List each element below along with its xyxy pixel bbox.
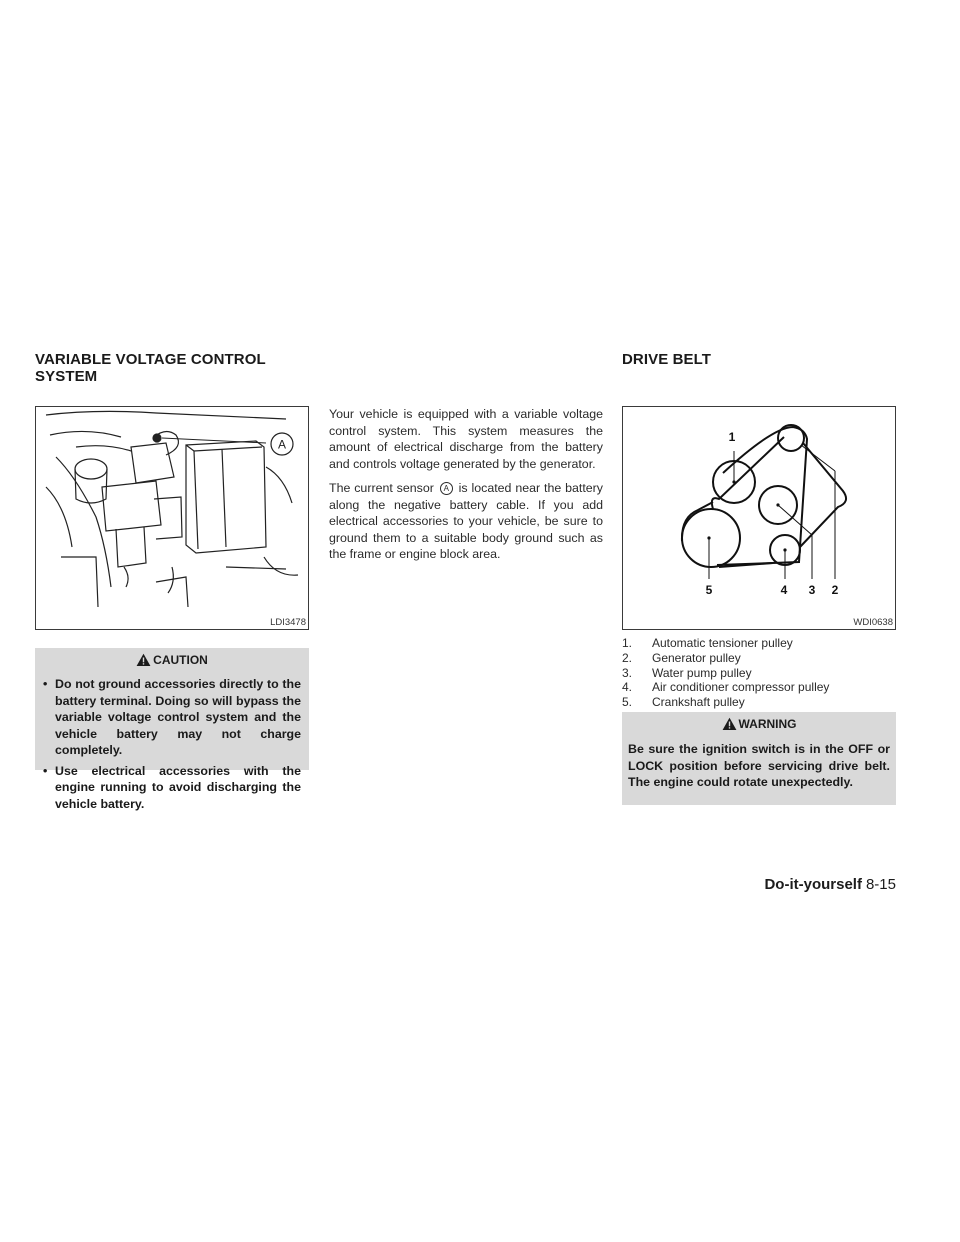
caution-item: • Use electrical accessories with the engine running to avoid discharging the vehicle battery. bbox=[43, 763, 301, 811]
figure-callout-a: A bbox=[277, 437, 287, 452]
warning-box bbox=[622, 712, 896, 805]
caution-item: • Do not ground accessories directly to the battery terminal. Doing so will bypass the variable voltage control system and the vehicle battery may not charge completely. bbox=[43, 677, 301, 757]
vvc-description bbox=[329, 406, 603, 571]
battery-figure bbox=[35, 406, 309, 630]
crankshaft-pulley bbox=[682, 509, 740, 567]
section-title-variable-voltage: VARIABLE VOLTAGE CONTROL SYSTEM bbox=[35, 351, 266, 385]
warning-text: Be sure the ignition switch is in the OFF or LOCK position before servicing drive belt. The engine could rotate unexpectedly. bbox=[628, 742, 890, 789]
drive-belt-diagram bbox=[623, 407, 895, 615]
pulley-legend bbox=[622, 636, 896, 710]
vvc-paragraph-2: The current sensor A is located near the battery along the negative battery cable. If you add electrical accessories to your vehicle, be sure to ground them to a suitable body ground such as the frame or engine block area. bbox=[329, 481, 603, 561]
figure-code: LDI3478 bbox=[270, 617, 306, 628]
battery-illustration bbox=[36, 407, 308, 615]
callout-5: 5 bbox=[705, 583, 713, 597]
caution-box bbox=[35, 648, 309, 811]
caution-heading: CAUTION bbox=[43, 650, 301, 670]
callout-2: 2 bbox=[831, 583, 839, 597]
vvc-paragraph-1: Your vehicle is equipped with a variable voltage control system. This system measures the amount of electrical discharge from the battery and controls voltage generated by the generator. bbox=[329, 407, 603, 471]
legend-item: 4. Air conditioner compressor pulley bbox=[622, 680, 830, 695]
callout-3: 3 bbox=[808, 583, 816, 597]
page-footer bbox=[764, 876, 896, 894]
drive-belt-figure bbox=[622, 406, 896, 630]
warning-triangle-icon bbox=[136, 653, 151, 667]
callout-1: 1 bbox=[728, 430, 736, 444]
warning-triangle-icon bbox=[722, 717, 737, 731]
figure-code: WDI0638 bbox=[853, 617, 893, 628]
legend-item: 3. Water pump pulley bbox=[622, 665, 752, 680]
legend-item: 2. Generator pulley bbox=[622, 650, 741, 665]
warning-heading: WARNING bbox=[628, 714, 890, 734]
section-title-drive-belt: DRIVE BELT bbox=[622, 351, 712, 368]
page-number: 8-15 bbox=[865, 876, 896, 893]
legend-item: 5. Crankshaft pulley bbox=[622, 695, 745, 710]
callout-4: 4 bbox=[780, 583, 788, 597]
legend-item: 1. Automatic tensioner pulley bbox=[622, 636, 793, 650]
callout-marker-a: A bbox=[440, 482, 453, 495]
footer-section: Do-it-yourself bbox=[764, 876, 862, 893]
